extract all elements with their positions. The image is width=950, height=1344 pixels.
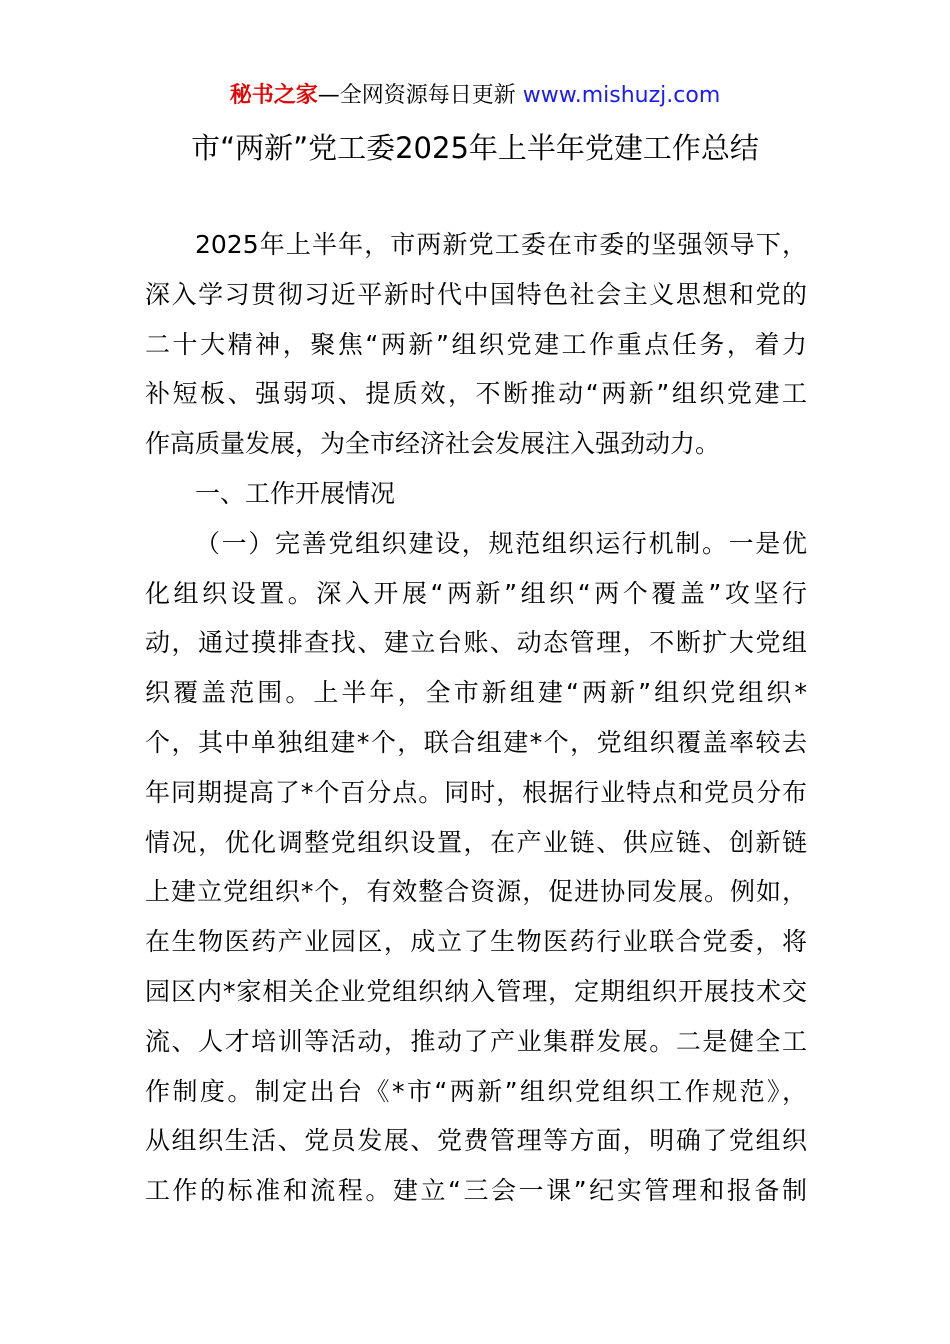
site-header [0,80,950,112]
body-line: 上建立党组织*个，有效整合资源，促进协同发展。例如， [145,877,807,907]
body-line: 二十大精神，聚焦“两新”组织党建工作重点任务，着力 [145,329,807,359]
site-url-link[interactable]: www.mishuzj.com [522,83,721,108]
section-heading: 一、工作开展情况 [195,478,396,508]
body-line: 情况，优化调整党组织设置，在产业链、供应链、创新链 [145,827,807,857]
body-line: （一）完善党组织建设，规范组织运行机制。一是优 [195,528,807,558]
document-title: 市“两新”党工委2025年上半年党建工作总结 [191,131,759,165]
body-line: 年同期提高了*个百分点。同时，根据行业特点和党员分布 [145,777,807,807]
body-line: 在生物医药产业园区，成立了生物医药行业联合党委，将 [145,927,807,957]
body-line: 作制度。制定出台《*市“两新”组织党组织工作规范》， [145,1076,807,1106]
body-line: 织覆盖范围。上半年，全市新组建“两新”组织党组织* [145,678,807,708]
body-line: 个，其中单独组建*个，联合组建*个，党组织覆盖率较去 [145,727,807,757]
site-brand: 秘书之家 [229,83,318,108]
body-line: 化组织设置。深入开展“两新”组织“两个覆盖”攻坚行 [145,578,807,608]
body-line: 2025年上半年，市两新党工委在市委的坚强领导下， [195,230,807,259]
site-tagline: —全网资源每日更新 [317,83,523,108]
body-line: 动，通过摸排查找、建立台账、动态管理，不断扩大党组 [145,628,807,658]
body-line: 园区内*家相关企业党组织纳入管理，定期组织开展技术交 [145,976,807,1006]
body-line: 补短板、强弱项、提质效，不断推动“两新”组织党建工 [145,379,807,409]
body-line: 深入学习贯彻习近平新时代中国特色社会主义思想和党的 [145,279,807,309]
body-line: 作高质量发展，为全市经济社会发展注入强劲动力。 [145,429,721,459]
document-body [145,220,807,1216]
body-line: 工作的标准和流程。建立“三会一课”纪实管理和报备制 [145,1176,807,1206]
body-line: 从组织生活、党员发展、党费管理等方面，明确了党组织 [145,1126,807,1156]
body-line: 流、人才培训等活动，推动了产业集群发展。二是健全工 [145,1026,807,1056]
